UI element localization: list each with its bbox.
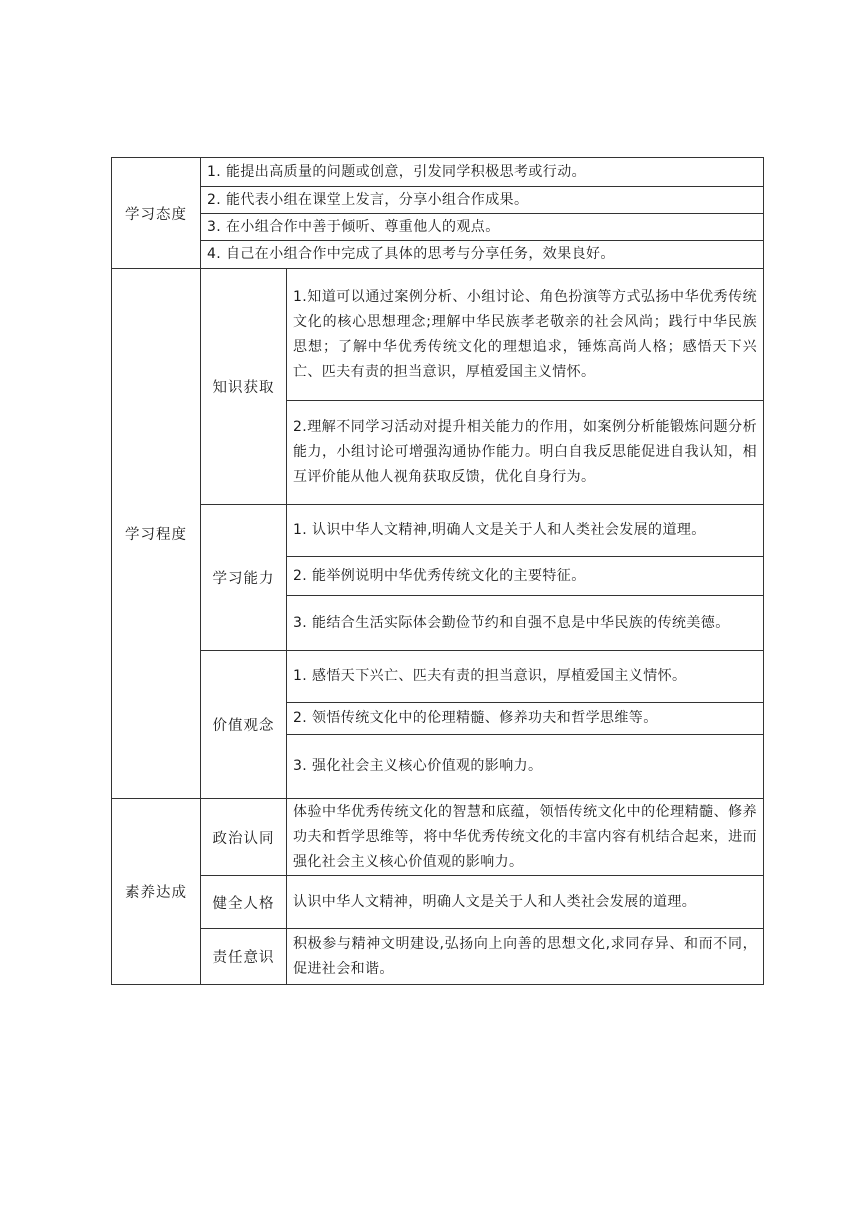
ability-row-1 <box>112 505 764 557</box>
evaluation-sheet <box>111 157 763 985</box>
values-item-1: 1. 感悟天下兴亡、匹夫有责的担当意识，厚植爱国主义情怀。 <box>287 651 764 703</box>
attitude-row-1 <box>112 158 764 187</box>
attitude-item-3: 3. 在小组合作中善于倾听、尊重他人的观点。 <box>201 214 764 241</box>
sub-political: 政治认同 <box>201 799 287 876</box>
knowledge-item-1: 1.知道可以通过案例分析、小组讨论、角色扮演等方式弘扬中华优秀传统文化的核心思想理念;理解中华民族孝老敬亲的社会风尚；践行中华民族思想；了解中华优秀传统文化的理想追求，锤炼高尚人格；感悟天下兴亡、匹夫有责的担当意识，厚植爱国主义情怀。 <box>287 269 764 401</box>
sub-ability: 学习能力 <box>201 505 287 651</box>
attitude-item-1: 1. 能提出高质量的问题或创意，引发同学积极思考或行动。 <box>201 158 764 187</box>
attitude-item-4: 4. 自己在小组合作中完成了具体的思考与分享任务，效果良好。 <box>201 241 764 269</box>
category-attitude: 学习态度 <box>112 158 201 269</box>
sub-responsibility: 责任意识 <box>201 929 287 985</box>
sub-values: 价值观念 <box>201 651 287 799</box>
knowledge-item-2: 2.理解不同学习活动对提升相关能力的作用，如案例分析能锻炼问题分析能力，小组讨论可增强沟通协作能力。明白自我反思能促进自我认知，相互评价能从他人视角获取反馈，优化自身行为。 <box>287 401 764 505</box>
values-item-2: 2. 领悟传统文化中的伦理精髓、修养功夫和哲学思维等。 <box>287 703 764 735</box>
attitude-row-4 <box>112 241 764 269</box>
values-row-1 <box>112 651 764 703</box>
values-item-3: 3. 强化社会主义核心价值观的影响力。 <box>287 735 764 799</box>
responsibility-text: 积极参与精神文明建设,弘扬向上向善的思想文化,求同存异、和而不同，促进社会和谐。 <box>287 929 764 985</box>
attitude-row-3 <box>112 214 764 241</box>
sub-knowledge: 知识获取 <box>201 269 287 505</box>
sub-personality: 健全人格 <box>201 876 287 929</box>
attitude-item-2: 2. 能代表小组在课堂上发言，分享小组合作成果。 <box>201 187 764 214</box>
ability-item-3: 3. 能结合生活实际体会勤俭节约和自强不息是中华民族的传统美德。 <box>287 596 764 651</box>
political-text: 体验中华优秀传统文化的智慧和底蕴，领悟传统文化中的伦理精髓、修养功夫和哲学思维等，将中华优秀传统文化的丰富内容有机结合起来，进而强化社会主义核心价值观的影响力。 <box>287 799 764 876</box>
literacy-row-1 <box>112 799 764 876</box>
category-degree: 学习程度 <box>112 269 201 799</box>
ability-item-2: 2. 能举例说明中华优秀传统文化的主要特征。 <box>287 557 764 596</box>
category-literacy: 素养达成 <box>112 799 201 985</box>
literacy-row-2 <box>112 876 764 929</box>
literacy-row-3 <box>112 929 764 985</box>
ability-item-1: 1. 认识中华人文精神,明确人文是关于人和人类社会发展的道理。 <box>287 505 764 557</box>
attitude-row-2 <box>112 187 764 214</box>
personality-text: 认识中华人文精神，明确人文是关于人和人类社会发展的道理。 <box>287 876 764 929</box>
evaluation-table <box>111 157 764 985</box>
knowledge-row-1 <box>112 269 764 401</box>
